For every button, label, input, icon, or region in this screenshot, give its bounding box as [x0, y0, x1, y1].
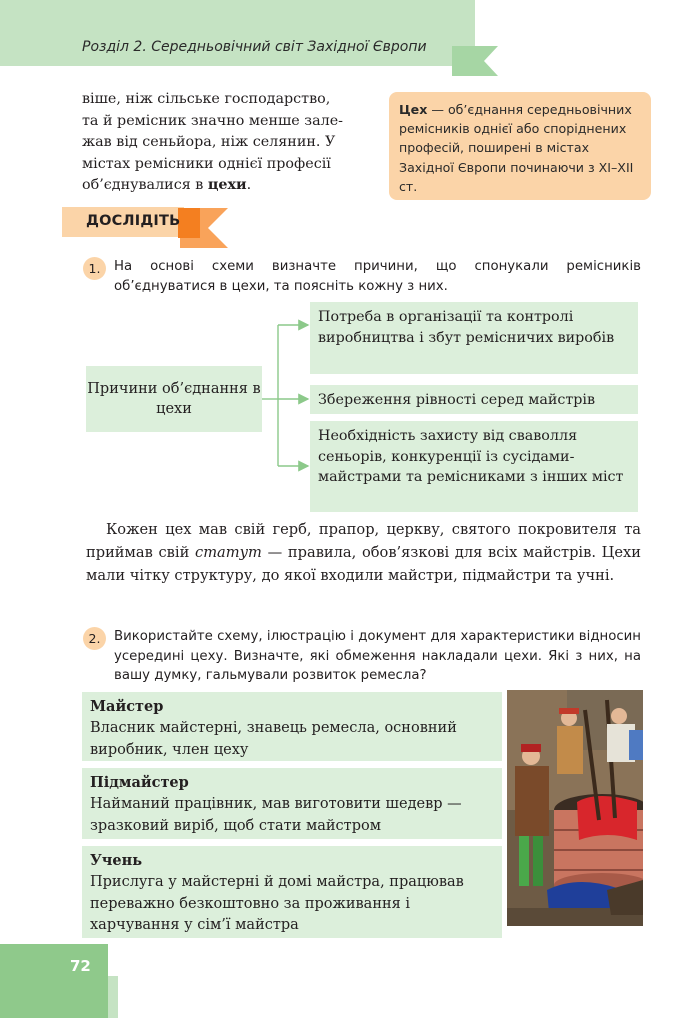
- role-title: Учень: [90, 852, 143, 869]
- glossary-term: Цех: [399, 102, 428, 117]
- page-number: 72: [70, 957, 91, 975]
- body-paragraph: [86, 518, 641, 587]
- glossary-box: [389, 92, 651, 200]
- footer-strip: [108, 976, 118, 1018]
- intro-line: [82, 175, 375, 197]
- dyers-workshop-illustration: [507, 690, 643, 926]
- section-title: ДОСЛІДІТЬ: [86, 213, 181, 229]
- role-description: Найманий працівник, мав виготовити шедевр — зразковий виріб, щоб стати майстром: [90, 795, 462, 834]
- chapter-title: Розділ 2. Середньовічний світ Західної Європи: [82, 39, 427, 55]
- role-title: Майстер: [90, 698, 164, 715]
- diagram-cause-box: Збереження рівності серед майстрів: [310, 385, 638, 414]
- task-1-text: На основі схеми визначте причини, що спонукали ремісників об’єднуватися в цехи, та поясніть кожну з них.: [114, 259, 641, 294]
- role-description: Власник майстерні, знавець ремесла, основний виробник, член цеху: [90, 719, 457, 758]
- intro-text: об’єднувалися в: [82, 177, 208, 194]
- task-number-badge: 2.: [83, 627, 106, 650]
- paragraph-text: Кожен цех мав свій герб, прапор, церкву, святого покровителя та приймав свій: [86, 521, 641, 561]
- intro-line: містах ремісники однієї професії: [82, 155, 331, 172]
- intro-line: віше, ніж сільське господарство,: [82, 91, 331, 107]
- role-card-master: [82, 692, 502, 761]
- section-ribbon-icon: [178, 208, 228, 248]
- diagram-cause-box: Необхідність захисту від сваволля сеньорів, конкуренції із сусідами-майстрами та ремісниками з інших міст: [310, 421, 638, 512]
- intro-keyword: цехи: [207, 177, 247, 194]
- role-title: Підмайстер: [90, 774, 189, 791]
- task-2-text: Використайте схему, ілюстрацію і документ для характеристики відносин усередині цеху. Визначте, які обмеження накладали цехи. Які з них, на вашу думку, гальмували розвиток ремесла?: [114, 629, 641, 683]
- role-card-apprentice: [82, 846, 502, 938]
- diagram-cause-box: Потреба в організації та контролі виробництва і збут ремісничих виробів: [310, 302, 638, 374]
- header-ribbon-icon: [452, 46, 498, 76]
- task-number-badge: 1.: [83, 257, 106, 280]
- intro-text: .: [246, 177, 252, 194]
- intro-paragraph: [82, 89, 375, 197]
- glossary-definition: — об’єднання середньовічних ремісників однієї або споріднених професій, поширені в містах Західної Європи починаючи з XI–XII ст.: [399, 102, 634, 194]
- intro-line: жав від сеньйора, ніж селянин. У: [82, 134, 336, 151]
- diagram-source-box: Причини об’єднання в цехи: [86, 366, 262, 432]
- paragraph-text: — правила, обов’язкові для всіх майстрів. Цехи мали чітку структуру, до якої входили майстри, підмайстри та учні.: [86, 544, 641, 584]
- intro-line: та й ремісник значно менше зале-: [82, 112, 343, 129]
- role-card-journeyman: [82, 768, 502, 839]
- role-description: Прислуга у майстерні й домі майстра, працював переважно безкоштовно за проживання і харчування у сім’ї майстра: [90, 873, 464, 934]
- footer-block: [0, 944, 108, 1018]
- chapter-header-bar: [0, 0, 475, 66]
- paragraph-term: статут: [195, 544, 262, 561]
